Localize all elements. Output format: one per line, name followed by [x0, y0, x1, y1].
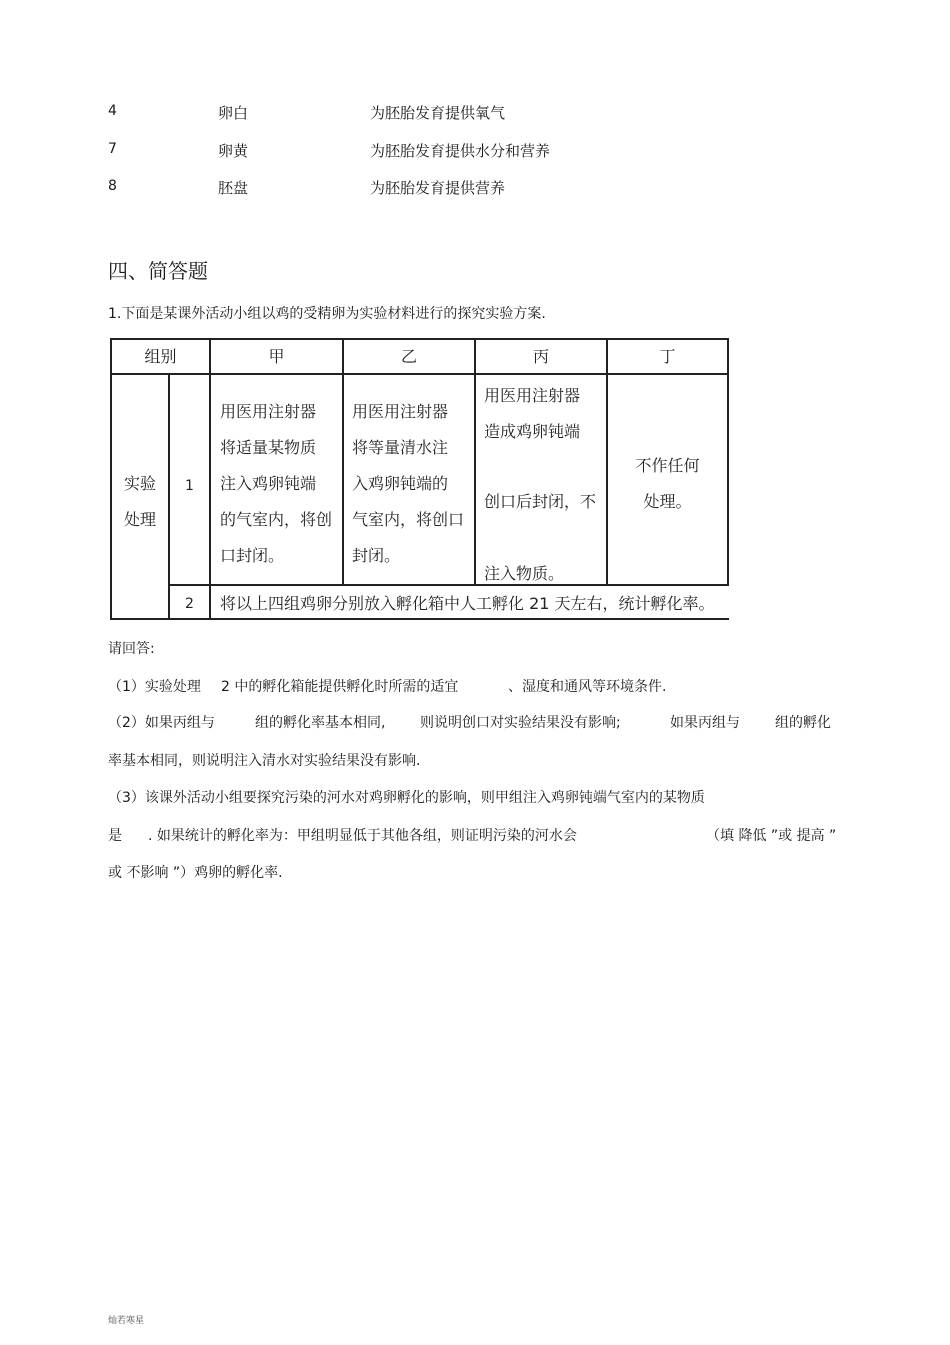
yi-line-5: 封闭。: [352, 546, 401, 565]
header-yi: 乙: [400, 347, 417, 366]
experiment-table: [110, 338, 729, 620]
q3-part-a: （3）该课外活动小组要探究污染的河水对鸡卵孵化的影响，则甲组注入鸡卵钝端气室内的某物质: [108, 790, 705, 806]
q3-part-d: （填 降低 ”或 提高 ”: [706, 828, 837, 844]
q3-part-e: 或 不影响 ”）鸡卵的孵化率.: [108, 865, 283, 881]
answer-prompt: 请回答:: [108, 641, 155, 657]
q1-part-a: （1）实验处理: [108, 679, 201, 695]
row-label-line-2: 处理: [123, 510, 156, 529]
row-label-line-1: 实验: [123, 474, 156, 493]
q2-part-d: 如果丙组与: [670, 715, 740, 731]
row-1-number: 4: [108, 103, 117, 119]
row-3-number: 8: [108, 178, 117, 194]
bing-line-1: 用医用注射器: [484, 386, 581, 405]
jia-line-4: 的气室内，将创: [220, 510, 333, 529]
yi-line-2: 将等量清水注: [352, 438, 449, 457]
row-3-part: 胚盘: [218, 179, 249, 197]
row-2-number: 7: [108, 141, 117, 157]
q2-part-a: （2）如果丙组与: [108, 715, 215, 731]
header-bing: 丙: [532, 347, 549, 366]
q2-part-e: 组的孵化: [775, 715, 831, 731]
q2-part-c: 则说明创口对实验结果没有影响;: [420, 715, 621, 731]
step-1-label: 1: [185, 478, 194, 494]
step-2-text: 将以上四组鸡卵分别放入孵化箱中人工孵化 21 天左右，统计孵化率。: [220, 594, 715, 613]
row-2-part: 卵黄: [218, 142, 249, 160]
step-2-label: 2: [185, 596, 194, 612]
q3-part-b: 是: [108, 828, 122, 844]
bing-line-2: 造成鸡卵钝端: [484, 422, 581, 441]
yi-line-3: 入鸡卵钝端的: [352, 474, 449, 493]
jia-line-3: 注入鸡卵钝端: [220, 474, 317, 493]
yi-line-4: 气室内，将创口: [352, 510, 465, 529]
q2-part-f: 率基本相同，则说明注入清水对实验结果没有影响.: [108, 753, 421, 769]
ding-line-2: 处理。: [643, 492, 692, 511]
row-2-function: 为胚胎发育提供水分和营养: [370, 142, 551, 160]
header-group: 组别: [144, 347, 177, 366]
jia-line-5: 口封闭。: [220, 546, 285, 565]
bing-line-4: 注入物质。: [484, 564, 565, 583]
q1-part-c: 、湿度和通风等环境条件.: [508, 679, 667, 695]
ding-line-1: 不作任何: [635, 456, 700, 475]
q1-part-b: 2 中的孵化箱能提供孵化时所需的适宜: [221, 679, 459, 695]
header-jia: 甲: [268, 347, 285, 366]
jia-line-1: 用医用注射器: [220, 402, 317, 421]
yi-line-1: 用医用注射器: [352, 402, 449, 421]
jia-line-2: 将适量某物质: [220, 438, 317, 457]
header-ding: 丁: [659, 347, 676, 366]
row-1-part: 卵白: [218, 104, 249, 122]
page-footer: 灿若寒星: [108, 1316, 145, 1326]
q3-part-c: . 如果统计的孵化率为：甲组明显低于其他各组，则证明污染的河水会: [148, 828, 577, 844]
row-1-function: 为胚胎发育提供氧气: [370, 104, 506, 122]
bing-line-3: 创口后封闭，不: [484, 492, 597, 511]
q2-part-b: 组的孵化率基本相同,: [255, 715, 386, 731]
section-title: 四、简答题: [108, 259, 208, 283]
question-intro: 1.下面是某课外活动小组以鸡的受精卵为实验材料进行的探究实验方案.: [108, 306, 546, 322]
row-3-function: 为胚胎发育提供营养: [370, 179, 506, 197]
